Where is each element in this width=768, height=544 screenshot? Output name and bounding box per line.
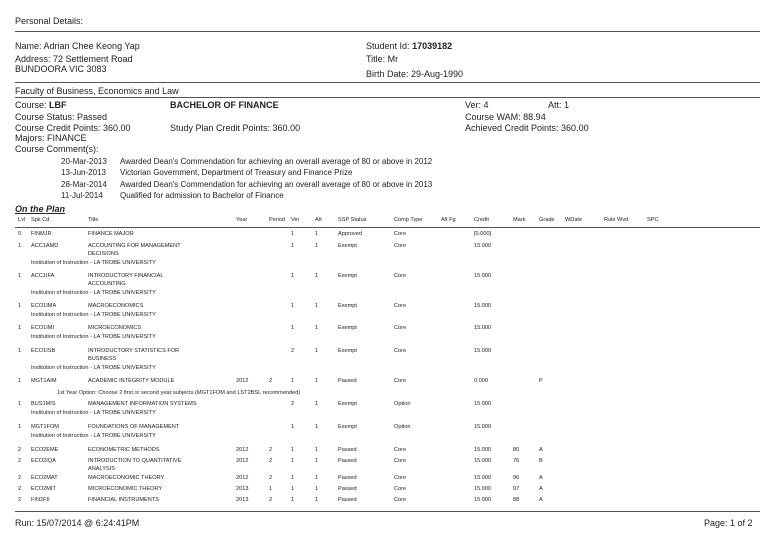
table-row <box>0 378 768 388</box>
row-title: MACROECONOMIC THEORY <box>88 475 165 481</box>
row-title: INTRODUCTORY STATISTICS FOR <box>88 348 180 354</box>
col-comp-type: Comp Type <box>394 217 423 223</box>
row-comp-type: Option <box>394 401 411 407</box>
institution-line: Institution of Instruction - LA TROBE UNIVERSITY <box>31 312 156 318</box>
row-att: 1 <box>315 497 319 503</box>
row-comp-type: Core <box>394 458 407 464</box>
section-title-personal: Personal Details: <box>15 16 84 26</box>
birth-date: Birth Date: 29-Aug-1990 <box>366 69 464 79</box>
row-grade: P <box>539 378 543 384</box>
student-id-value: 17039182 <box>412 41 453 51</box>
row-credit: 15.000 <box>474 424 492 430</box>
row-credit: 15.000 <box>474 243 492 249</box>
row-grade: A <box>539 475 543 481</box>
course-code <box>15 100 67 110</box>
divider <box>15 31 760 32</box>
row-att: 1 <box>315 325 319 331</box>
row-ssp-status: Passed <box>338 447 357 453</box>
col-year: Year <box>236 217 248 223</box>
row-credit: 15.000 <box>474 348 492 354</box>
row-ver: 1 <box>291 303 295 309</box>
row-comp-type: Core <box>394 273 407 279</box>
divider <box>15 511 760 512</box>
row-ver: 1 <box>291 424 295 430</box>
row-ssp-status: Exempt <box>338 273 357 279</box>
row-title: ECONOMETRIC METHODS <box>88 447 160 453</box>
institution-line: Institution of Instruction - LA TROBE UNIVERSITY <box>31 365 156 371</box>
row-year: 2012 <box>236 475 249 481</box>
study-plan-credit-points: Study Plan Credit Points: 360.00 <box>170 123 301 133</box>
row-att: 1 <box>315 348 319 354</box>
row-att: 1 <box>315 475 319 481</box>
row-att: 1 <box>315 486 319 492</box>
col-grade: Grade <box>539 217 555 223</box>
row-period: 2 <box>269 475 273 481</box>
row-comp-type: Core <box>394 348 407 354</box>
row-credit: 0.000 <box>474 378 488 384</box>
row-mark: 80 <box>513 447 520 453</box>
institution-line: Institution of Instruction - LA TROBE UNIVERSITY <box>31 410 156 416</box>
row-title-continued: BUSINESS <box>88 356 117 362</box>
col-credit: Credit <box>474 217 489 223</box>
row-comp-type: Core <box>394 243 407 249</box>
row-lvl: 2 <box>18 458 22 464</box>
row-ssp-status: Passed <box>338 378 357 384</box>
row-att: 1 <box>315 378 319 384</box>
row-ver: 1 <box>291 475 295 481</box>
row-lvl: 1 <box>18 424 22 430</box>
row-title: MICROECONOMICS <box>88 325 142 331</box>
row-ver: 2 <box>291 348 295 354</box>
title: Title: Mr <box>366 54 399 64</box>
row-ssp-status: Exempt <box>338 348 357 354</box>
course-code-value: LBF <box>49 100 67 110</box>
row-lvl: 1 <box>18 378 22 384</box>
row-grade: B <box>539 458 543 464</box>
row-credit: 15.000 <box>474 325 492 331</box>
row-ssp-status: Approved <box>338 231 362 237</box>
row-spk-cd: ACC1IFA <box>31 273 55 279</box>
col-spk: Spk Cd <box>31 217 50 223</box>
row-lvl: 0 <box>18 231 22 237</box>
comment-date: 20-Mar-2013 <box>61 157 107 166</box>
row-mark: 96 <box>513 475 520 481</box>
row-ssp-status: Passed <box>338 497 357 503</box>
row-lvl: 1 <box>18 401 22 407</box>
row-ssp-status: Exempt <box>338 243 357 249</box>
divider <box>15 97 760 98</box>
option-note: 1st Year Option: Choose 2 first or second year subjects (MGT1FOM and LST2BSL recommended) <box>57 390 301 396</box>
row-credit: [0.000] <box>474 231 492 237</box>
student-id <box>366 41 452 51</box>
row-title: FINANCE MAJOR <box>88 231 134 237</box>
row-title-continued: DECISIONS <box>88 251 119 257</box>
row-title: FOUNDATIONS OF MANAGEMENT <box>88 424 180 430</box>
row-ssp-status: Exempt <box>338 325 357 331</box>
row-title-continued: ANALYSIS <box>88 466 115 472</box>
row-lvl: 1 <box>18 348 22 354</box>
row-ver: 1 <box>291 447 295 453</box>
row-period: 2 <box>269 447 273 453</box>
row-spk-cd: BUS1MIS <box>31 401 56 407</box>
row-spk-cd: MGT1AIM <box>31 378 57 384</box>
row-lvl: 2 <box>18 475 22 481</box>
row-att: 1 <box>315 424 319 430</box>
address-line-1: Address: 72 Settlement Road <box>15 54 133 64</box>
col-period: Period <box>269 217 286 223</box>
row-comp-type: Core <box>394 303 407 309</box>
comment-text: Awarded Dean's Commendation for achieving an overall average of 80 or above in 2012 <box>120 157 433 166</box>
row-lvl: 1 <box>18 325 22 331</box>
comment-date: 28-Mar-2014 <box>61 180 107 189</box>
row-credit: 15.000 <box>474 486 492 492</box>
row-period: 2 <box>269 458 273 464</box>
row-att: 1 <box>315 303 319 309</box>
plan-heading: On the Plan <box>15 204 66 214</box>
row-title: MICROECONOMIC THEORY <box>88 486 163 492</box>
row-ver: 1 <box>291 497 295 503</box>
row-credit: 15.000 <box>474 273 492 279</box>
row-ver: 1 <box>291 273 295 279</box>
address-line-2: BUNDOORA VIC 3083 <box>15 64 107 74</box>
table-row <box>0 497 768 507</box>
row-mark: 88 <box>513 497 520 503</box>
row-lvl: 2 <box>18 486 22 492</box>
page-number: Page: 1 of 2 <box>704 518 753 528</box>
row-period: 1 <box>269 486 273 492</box>
row-comp-type: Core <box>394 231 407 237</box>
row-att: 1 <box>315 401 319 407</box>
course-name: BACHELOR OF FINANCE <box>170 100 279 110</box>
divider <box>15 227 760 228</box>
row-att: 1 <box>315 273 319 279</box>
course-credit-points: Course Credit Points: 360.00 <box>15 123 131 133</box>
table-header <box>0 217 768 227</box>
row-comp-type: Option <box>394 424 411 430</box>
row-credit: 15.000 <box>474 303 492 309</box>
row-year: 2013 <box>236 486 249 492</box>
col-ssp-status: SSP Status <box>338 217 367 223</box>
row-title: MANAGEMENT INFORMATION SYSTEMS <box>88 401 197 407</box>
divider <box>15 82 760 83</box>
comment-text: Awarded Dean's Commendation for achieving an overall average of 80 or above in 2013 <box>120 180 433 189</box>
table-row <box>0 447 768 457</box>
row-att: 1 <box>315 458 319 464</box>
row-lvl: 2 <box>18 497 22 503</box>
col-spc: SPC <box>647 217 659 223</box>
table-row <box>0 458 768 468</box>
row-ssp-status: Passed <box>338 475 357 481</box>
col-title: Title <box>88 217 99 223</box>
course-version: Ver: 4 <box>465 100 489 110</box>
comment-text: Qualified for admission to Bachelor of Finance <box>120 191 284 200</box>
row-spk-cd: FINMJR <box>31 231 52 237</box>
row-lvl: 2 <box>18 447 22 453</box>
row-lvl: 1 <box>18 243 22 249</box>
row-title: FINANCIAL INSTRUMENTS <box>88 497 159 503</box>
row-title: ACCOUNTING FOR MANAGEMENT <box>88 243 181 249</box>
student-id-label: Student Id: <box>366 41 410 51</box>
row-comp-type: Core <box>394 486 407 492</box>
row-mark: 97 <box>513 486 520 492</box>
row-ssp-status: Passed <box>338 486 357 492</box>
row-spk-cd: ECO2EME <box>31 447 59 453</box>
row-lvl: 1 <box>18 273 22 279</box>
table-row <box>0 475 768 485</box>
row-grade: A <box>539 497 543 503</box>
row-credit: 15.000 <box>474 475 492 481</box>
row-ver: 1 <box>291 378 295 384</box>
row-mark: 76 <box>513 458 520 464</box>
col-ver: Ver <box>291 217 300 223</box>
row-title: INTRODUCTION TO QUANTITATIVE <box>88 458 182 464</box>
col-att: Att <box>315 217 322 223</box>
row-period: 2 <box>269 378 273 384</box>
row-att: 1 <box>315 447 319 453</box>
row-spk-cd: ECO1IMI <box>31 325 55 331</box>
row-credit: 15.000 <box>474 447 492 453</box>
row-ver: 1 <box>291 325 295 331</box>
row-ver: 1 <box>291 243 295 249</box>
row-ver: 2 <box>291 401 295 407</box>
row-year: 2012 <box>236 447 249 453</box>
row-comp-type: Core <box>394 497 407 503</box>
row-spk-cd: ACC1AMD <box>31 243 59 249</box>
comment-date: 11-Jul-2014 <box>61 191 103 200</box>
row-grade: A <box>539 447 543 453</box>
student-name: Name: Adrian Chee Keong Yap <box>15 41 140 51</box>
row-ssp-status: Exempt <box>338 424 357 430</box>
institution-line: Institution of Instruction - LA TROBE UNIVERSITY <box>31 433 156 439</box>
row-year: 2012 <box>236 458 249 464</box>
row-title: MACROECONOMICS <box>88 303 144 309</box>
row-spk-cd: ECO2IQA <box>31 458 56 464</box>
table-row <box>0 486 768 496</box>
majors: Majors: FINANCE <box>15 133 87 143</box>
course-comments-label: Course Comment(s): <box>15 144 99 154</box>
row-spk-cd: ECO1IMA <box>31 303 57 309</box>
row-ssp-status: Exempt <box>338 401 357 407</box>
row-title: INTRODUCTORY FINANCIAL <box>88 273 164 279</box>
faculty: Faculty of Business, Economics and Law <box>15 86 179 96</box>
row-att: 1 <box>315 231 319 237</box>
row-grade: A <box>539 486 543 492</box>
course-code-label: Course: <box>15 100 47 110</box>
course-status: Course Status: Passed <box>15 112 108 122</box>
institution-line: Institution of Instruction - LA TROBE UNIVERSITY <box>31 260 156 266</box>
row-spk-cd: ECO2MIT <box>31 486 56 492</box>
row-comp-type: Core <box>394 447 407 453</box>
row-spk-cd: ECO1ISB <box>31 348 56 354</box>
course-attempt: Att: 1 <box>548 100 570 110</box>
row-spk-cd: MGT1FOM <box>31 424 59 430</box>
row-credit: 15.000 <box>474 458 492 464</box>
col-alt-fg: Alt Fg <box>441 217 456 223</box>
row-spk-cd: FIN2FII <box>31 497 50 503</box>
row-spk-cd: ECO2MAT <box>31 475 58 481</box>
row-comp-type: Core <box>394 325 407 331</box>
row-comp-type: Core <box>394 475 407 481</box>
row-att: 1 <box>315 243 319 249</box>
comment-text: Victorian Government, Department of Treasury and Finance Prize <box>120 168 353 177</box>
row-ver: 1 <box>291 486 295 492</box>
col-mark: Mark <box>513 217 526 223</box>
course-wam: Course WAM: 88.94 <box>465 112 546 122</box>
row-ssp-status: Exempt <box>338 303 357 309</box>
col-wdate: WDate <box>565 217 583 223</box>
col-rule-wvd: Rule Wvd <box>604 217 629 223</box>
run-timestamp: Run: 15/07/2014 @ 6:24:41PM <box>15 518 140 528</box>
comment-date: 13-Jun-2013 <box>61 168 106 177</box>
row-credit: 15.000 <box>474 401 492 407</box>
institution-line: Institution of Instruction - LA TROBE UNIVERSITY <box>31 290 156 296</box>
row-title: ACADEMIC INTEGRITY MODULE <box>88 378 175 384</box>
row-credit: 15.000 <box>474 497 492 503</box>
institution-line: Institution of Instruction - LA TROBE UNIVERSITY <box>31 334 156 340</box>
row-year: 2012 <box>236 378 249 384</box>
row-year: 2013 <box>236 497 249 503</box>
row-period: 2 <box>269 497 273 503</box>
row-comp-type: Core <box>394 378 407 384</box>
row-ver: 1 <box>291 231 295 237</box>
table-row <box>0 231 768 241</box>
achieved-credit-points: Achieved Credit Points: 360.00 <box>465 123 589 133</box>
row-title-continued: ACCOUNTING <box>88 281 126 287</box>
col-lvl: Lvl <box>18 217 26 223</box>
row-lvl: 1 <box>18 303 22 309</box>
row-ssp-status: Passed <box>338 458 357 464</box>
row-ver: 1 <box>291 458 295 464</box>
